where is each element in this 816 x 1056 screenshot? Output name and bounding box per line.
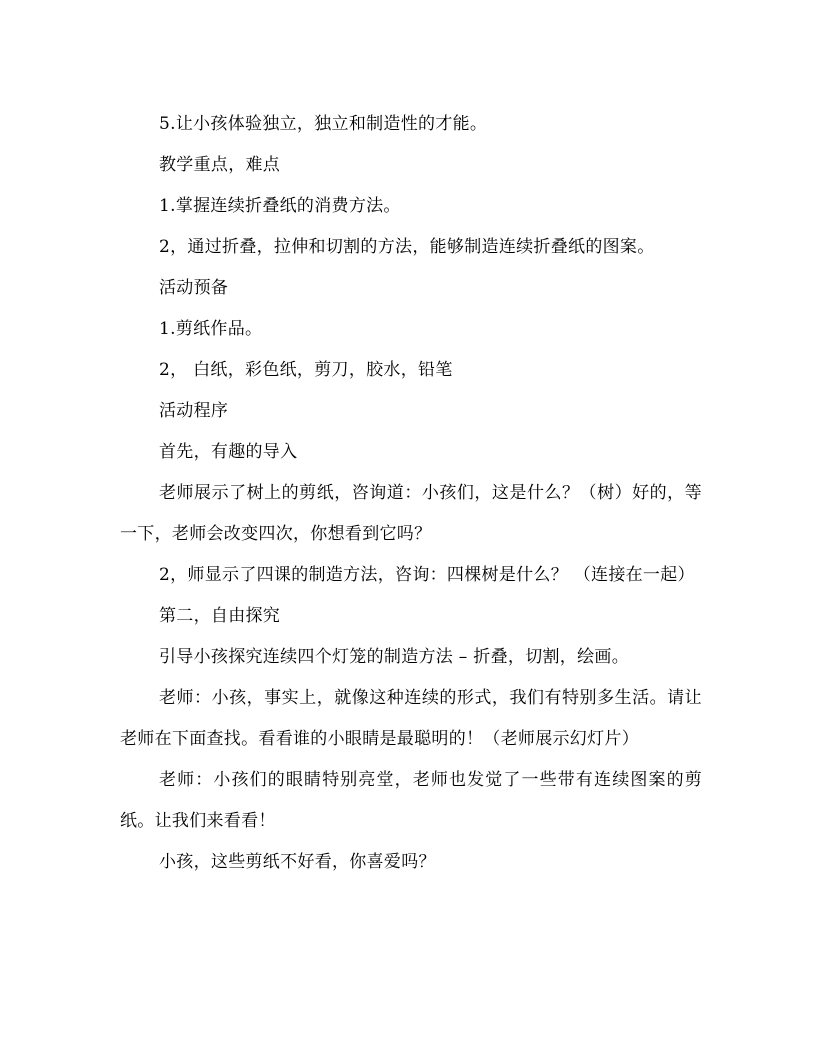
heading-preparation: 活动预备 — [159, 278, 229, 298]
paragraph-key-point-1: 1.掌握连续折叠纸的消费方法。 — [159, 196, 401, 216]
paragraph-preparation-1: 1.剪纸作品。 — [159, 319, 263, 339]
paragraph-teacher-continuous: 老师：小孩，事实上，就像这种连续的形式，我们有特别多生活。请让老师在下面查找。看看谁的小眼睛是最聪明的！（老师展示幻灯片） — [120, 688, 702, 749]
paragraph-teacher-shows-tree: 老师展示了树上的剪纸，咨询道：小孩们，这是什么？（树）好的，等一下，老师会改变四次，你想看到它吗？ — [120, 483, 702, 544]
paragraph-key-point-2: 2，通过折叠，拉伸和切割的方法，能够制造连续折叠纸的图案。 — [159, 237, 655, 257]
heading-procedure: 活动程序 — [159, 401, 229, 421]
paragraph-four-trees: 2，师显示了四课的制造方法，咨询：四棵树是什么？ （连接在一起） — [159, 565, 695, 585]
paragraph-goal-5: 5.让小孩体验独立，独立和制造性的才能。 — [159, 114, 488, 134]
heading-step-2: 第二，自由探究 — [159, 606, 281, 626]
paragraph-teacher-bright-eyes: 老师：小孩们的眼睛特别亮堂，老师也发觉了一些带有连续图案的剪纸。让我们来看看！ — [120, 770, 702, 831]
heading-step-1: 首先，有趣的导入 — [159, 442, 298, 462]
document-body — [120, 104, 702, 883]
paragraph-preparation-2: 2， 白纸，彩色纸，剪刀，胶水，铅笔 — [159, 360, 453, 380]
paragraph-children-like: 小孩，这些剪纸不好看，你喜爱吗？ — [159, 852, 436, 872]
heading-key-points: 教学重点，难点 — [159, 155, 281, 175]
paragraph-guide-explore: 引导小孩探究连续四个灯笼的制造方法 – 折叠，切割，绘画。 — [159, 647, 630, 667]
